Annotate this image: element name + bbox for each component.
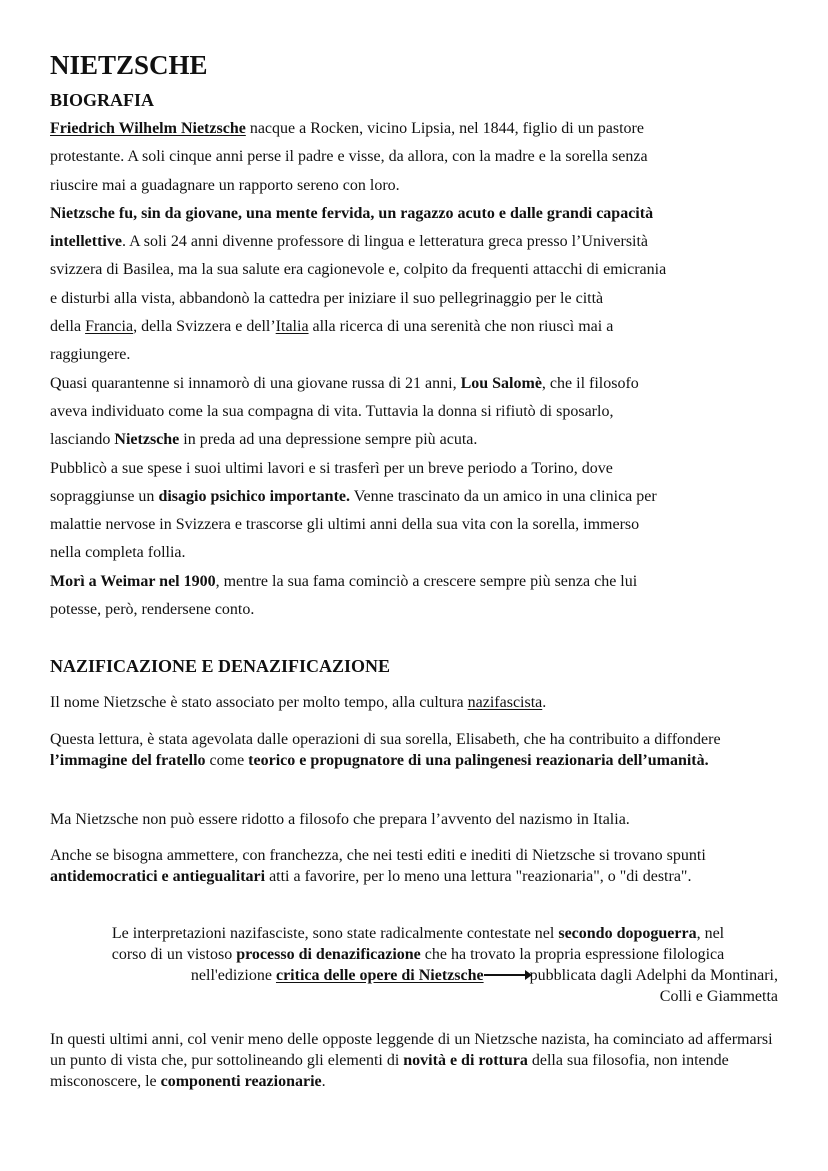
italia-link[interactable]: Italia [275,318,309,336]
bio-paragraph-5: Morì a Weimar nel 1900, mentre la sua fama cominciò a crescere sempre più senza che lui potesse, però, rendersene conto. [50,572,638,619]
bio-paragraph-1: Friedrich Wilhelm Nietzsche nacque a Rocken, vicino Lipsia, nel 1844, figlio di un pastore protestante. A soli cinque anni perse il padre e visse, da allora, con la madre e la sorella senza riuscire mai a guadagnare un rapporto sereno con loro. [50,120,648,194]
biografia-body [50,115,790,624]
naz-paragraph-2: Questa lettura, è stata agevolata dalle operazioni di sua sorella, Elisabeth, che ha contribuito a diffondere l’immagine del fratello come teorico e propugnatore di una palingenesi reazionaria dell’umanità. [50,731,721,769]
naz-paragraph-3: Ma Nietzsche non può essere ridotto a filosofo che prepara l’avvento del nazismo in Italia. [50,811,630,828]
naz-paragraph-6: In questi ultimi anni, col venir meno delle opposte leggende di un Nietzsche nazista, ha cominciato ad affermarsi un punto di vista che, pur sottolineando gli elementi di novità e di rottura della sua filosofia, non intende misconoscere, le componenti reazionarie. [50,1031,773,1090]
nazifascista-link[interactable]: nazifascista [467,694,543,711]
bio-paragraph-4: Pubblicò a sue spese i suoi ultimi lavori e si trasferì per un breve periodo a Torino, dove sopraggiunse un disagio psichico importante. Venne trascinato da un amico in una clinica per malattie nervose in Svizzera e trascorse gli ultimi anni della sua vita con la sorella, immerso nella completa follia. [50,459,657,562]
naz-paragraph-4: Anche se bisogna ammettere, con franchezza, che nei testi editi e inediti di Nietzsche si trovano spunti antidemocratici e antiegualitari atti a favorire, per lo meno una lettura "reazionaria", o "di destra". [50,847,706,885]
section-heading-biografia: BIOGRAFIA [50,90,155,110]
name-link[interactable]: Friedrich Wilhelm Nietzsche [50,120,246,137]
naz-paragraph-5: Le interpretazioni nazifasciste, sono state radicalmente contestate nel secondo dopoguerra, nel corso di un vistoso processo di denazificazione che ha trovato la propria espressione filologica nell'edizione critica delle opere di Nietzsche pubblicata dagli Adelphi da Montinari, Colli e Giammetta [111,925,778,1005]
bio-paragraph-2: Nietzsche fu, sin da giovane, una mente fervida, un ragazzo acuto e dalle grandi capacità intellettive. A soli 24 anni divenne professore di lingua e letteratura greca presso l’Università svizzera di Basilea, ma la sua salute era cagionevole e, colpito da frequenti attacchi di emicrania e disturbi alla vista, abbandonò la cattedra per iniziare il suo pellegrinaggio per le città della Francia, della Svizzera e dell’Italia alla ricerca di una serenità che non riuscì mai a raggiungere. [50,204,667,364]
arrow-right-icon [484,974,530,976]
section-heading-nazificazione: NAZIFICAZIONE E DENAZIFICAZIONE [50,656,391,676]
bio-paragraph-3: Quasi quarantenne si innamorò di una giovane russa di 21 anni, Lou Salomè, che il filosofo aveva individuato come la sua compagna di vita. Tuttavia la donna si rifiutò di sposarlo, lasciando Nietzsche in preda ad una depressione sempre più acuta. [50,374,639,449]
naz-paragraph-1: Il nome Nietzsche è stato associato per molto tempo, alla cultura nazifascista. [50,694,547,711]
francia-link[interactable]: Francia [85,318,134,336]
document-title: NIETZSCHE [50,50,208,80]
